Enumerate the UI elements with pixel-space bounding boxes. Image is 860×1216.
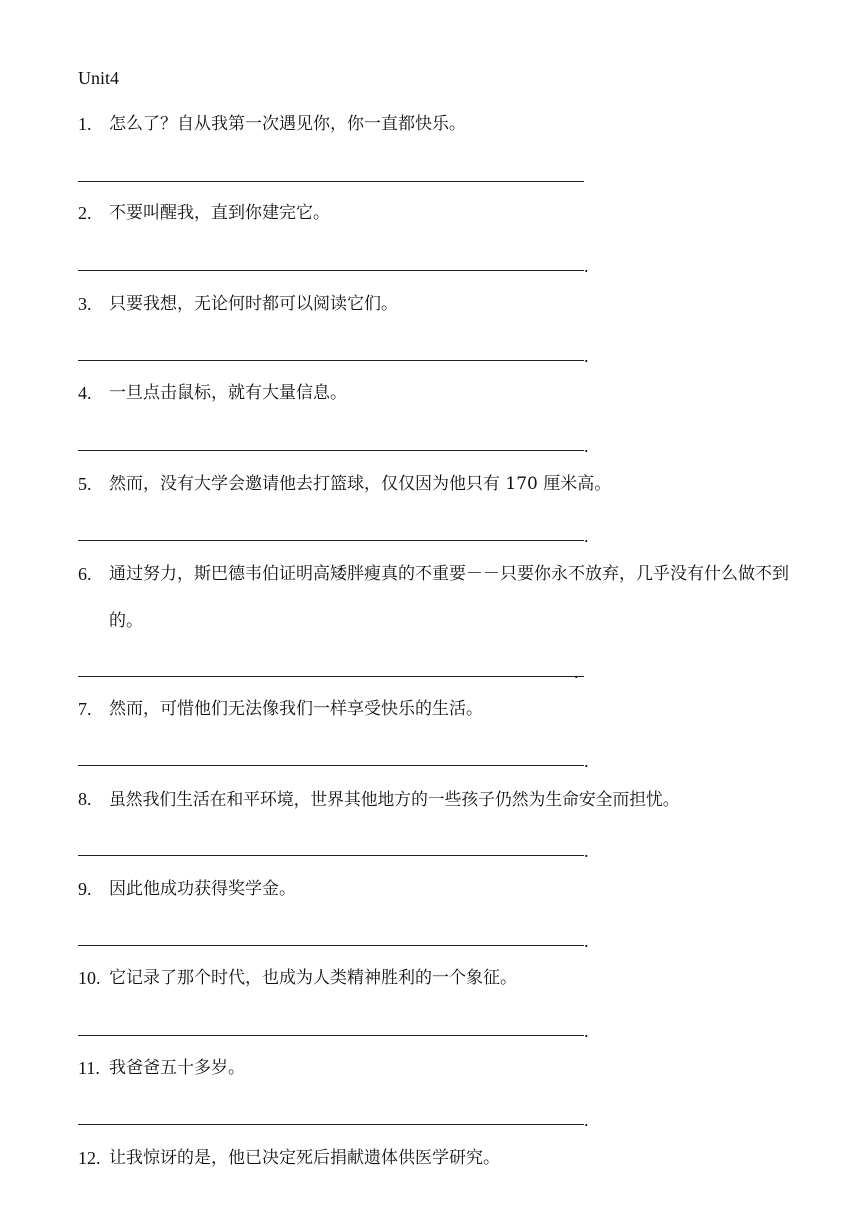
- question-number: 12.: [78, 1148, 101, 1168]
- question-number: 5.: [78, 474, 92, 494]
- line-end-period: .: [584, 436, 589, 456]
- answer-line-8[interactable]: [78, 835, 584, 856]
- question-text: 让我惊讶的是，他已决定死后捐献遗体供医学研究。: [109, 1148, 500, 1168]
- question-text: 只要我想，无论何时都可以阅读它们。: [109, 294, 398, 314]
- question-number: 2.: [78, 203, 92, 223]
- question-text: 一旦点击鼠标，就有大量信息。: [109, 383, 347, 403]
- line-end-period: .: [584, 256, 589, 276]
- question-text: 它记录了那个时代，也成为人类精神胜利的一个象征。: [109, 968, 517, 988]
- answer-line-2[interactable]: [78, 250, 584, 271]
- answer-line-9[interactable]: [78, 925, 584, 946]
- question-10: [78, 955, 798, 1002]
- question-number: 9.: [78, 879, 92, 899]
- line-end-period: .: [584, 346, 589, 366]
- line-end-period: .: [584, 1110, 589, 1130]
- question-7: [78, 686, 798, 733]
- question-4: [78, 370, 798, 417]
- answer-line-3[interactable]: [78, 340, 584, 361]
- line-end-period: .: [584, 526, 589, 546]
- question-text: 我爸爸五十多岁。: [109, 1058, 245, 1078]
- question-text: 然而，没有大学会邀请他去打篮球，仅仅因为他只有 170 厘米高。: [109, 474, 612, 494]
- question-text: 不要叫醒我，直到你建完它。: [109, 203, 330, 223]
- line-end-period: .: [574, 662, 579, 682]
- question-text: 通过努力，斯巴德韦伯证明高矮胖瘦真的不重要－－只要你永不放弃，几乎没有什么做不到的。: [109, 564, 789, 631]
- question-number: 6.: [78, 564, 92, 584]
- line-end-period: .: [584, 751, 589, 771]
- question-number: 10.: [78, 968, 101, 988]
- answer-line-1[interactable]: [78, 161, 584, 182]
- question-number: 3.: [78, 294, 92, 314]
- question-9: [78, 866, 798, 913]
- question-number: 4.: [78, 383, 92, 403]
- question-number: 1.: [78, 114, 92, 134]
- answer-line-5[interactable]: [78, 520, 584, 541]
- answer-line-11[interactable]: [78, 1104, 584, 1125]
- question-text: 因此他成功获得奖学金。: [109, 879, 296, 899]
- question-12: [78, 1135, 798, 1182]
- answer-line-6[interactable]: [78, 656, 584, 677]
- question-text: 怎么了？自从我第一次遇见你，你一直都快乐。: [109, 114, 466, 134]
- question-6: [78, 551, 798, 645]
- question-1: [78, 101, 798, 148]
- question-number: 8.: [78, 789, 92, 809]
- question-2: [78, 190, 798, 237]
- question-11: [78, 1045, 798, 1092]
- question-8: [78, 776, 798, 823]
- page-title: Unit4: [78, 68, 120, 88]
- line-end-period: .: [584, 931, 589, 951]
- question-text: 然而，可惜他们无法像我们一样享受快乐的生活。: [109, 699, 483, 719]
- question-number: 7.: [78, 699, 92, 719]
- question-text: 虽然我们生活在和平环境，世界其他地方的一些孩子仍然为生命安全而担忧。: [109, 789, 680, 809]
- answer-line-4[interactable]: [78, 430, 584, 451]
- question-number: 11.: [78, 1058, 100, 1078]
- line-end-period: .: [584, 1021, 589, 1041]
- question-5: [78, 461, 798, 508]
- answer-line-10[interactable]: [78, 1015, 584, 1036]
- question-3: [78, 281, 798, 328]
- line-end-period: .: [584, 841, 589, 861]
- answer-line-7[interactable]: [78, 745, 584, 766]
